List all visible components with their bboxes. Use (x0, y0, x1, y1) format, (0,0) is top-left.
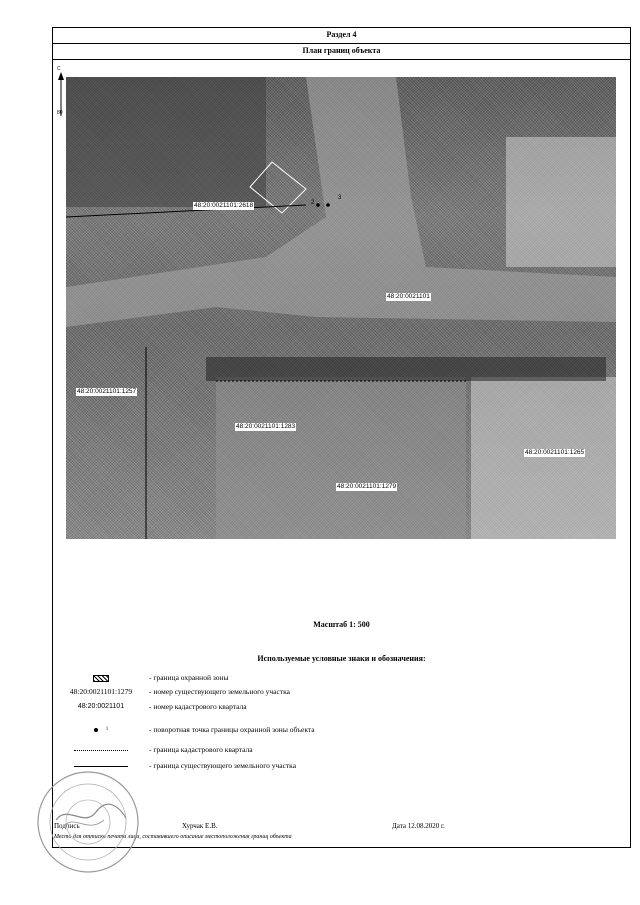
legend-item: 48:20:0021101:1279 - номер существующего земельного участка (53, 686, 630, 698)
point-label-2: 2 (311, 200, 315, 206)
north-scale-text: 80 (57, 110, 63, 116)
aerial-map (66, 77, 616, 539)
solid-line-icon (74, 766, 128, 767)
stamp-note: Место для оттиска печати лица, составившего описание местоположения границ объекта (54, 834, 292, 840)
zone-boundary-icon (93, 675, 109, 682)
parcel-label: 48:20:0021101:1283 (236, 423, 296, 430)
legend-symbol: 48:20:0021101:1279 (69, 687, 133, 696)
quarter-label: 48:20:0021101 (387, 293, 430, 300)
parcel-label: 48:20:0021101:2618 (194, 202, 254, 209)
legend-title: Используемые условные знаки и обозначения: (257, 654, 426, 663)
parcel-label: 48:20:0021101:1279 (337, 483, 397, 490)
legend-item: 1 - поворотная точка границы охранной зоны объекта (53, 724, 630, 736)
parcel-label: 48:20:0021101:1265 (525, 449, 585, 456)
map-overlay (66, 77, 616, 539)
legend-symbol: 48:20:0021101 (77, 703, 125, 710)
dotted-line-icon (74, 750, 128, 751)
legend-item: - граница существующего земельного участка (53, 760, 630, 772)
north-label: С (57, 66, 61, 72)
legend-item: - граница охранной зоны (53, 672, 630, 684)
signature-label: Подпись (54, 822, 80, 830)
stamp-seal-icon (34, 768, 142, 876)
turning-point-icon (94, 728, 98, 732)
signer-name: Хурчак Е.В. (182, 822, 218, 830)
signature-date: Дата 12.08.2020 г. (392, 822, 445, 830)
section-header: Раздел 4 (53, 28, 630, 44)
parcel-label: 48:20:0021101:1257 (77, 388, 137, 395)
point-label-3: 3 (338, 195, 342, 201)
document-frame (52, 27, 631, 848)
legend-item: - граница кадастрового квартала (53, 744, 630, 756)
legend-item: 48:20:0021101 - номер кадастрового квартала (53, 701, 630, 713)
scale-text: Масштаб 1: 500 (313, 620, 370, 629)
plan-title: План границ объекта (53, 43, 630, 60)
